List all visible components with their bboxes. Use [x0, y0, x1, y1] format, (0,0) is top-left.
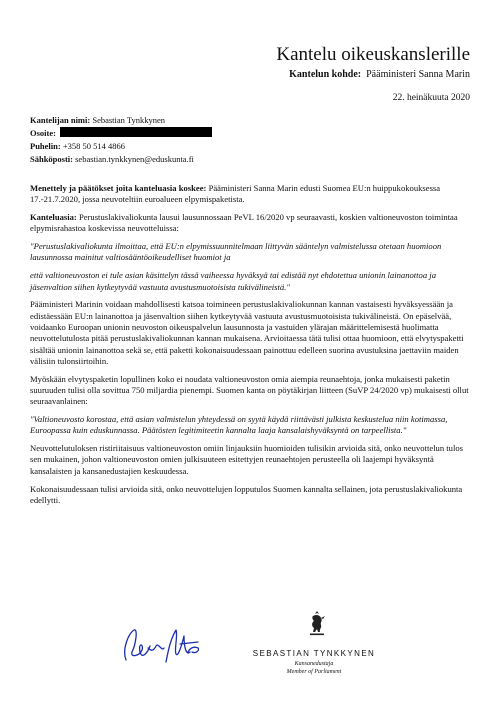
finnish-lion-crest-icon — [308, 610, 326, 636]
document-date: 22. heinäkuuta 2020 — [392, 93, 470, 103]
subject-value: Pääministeri Sanna Marin — [366, 69, 470, 80]
sender-block — [30, 114, 212, 166]
handwritten-signature — [118, 622, 204, 670]
mp-role-fi: Kansanedustaja — [294, 661, 334, 667]
procedure-text: Pääministeri Sanna Marin edusti Suomea EU:n huippukokouksessa 17.-21.7.2020, jossa neuvoteltiin euroalueen elpymispaketista. — [30, 183, 441, 205]
sender-phone-label: Puhelin: — [30, 141, 61, 151]
procedure-label: Menettely ja päätökset joita kanteluasia koskee: — [30, 183, 207, 193]
matter-text: Perustuslakivaliokunta lausui lausunnossaan PeVL 16/2020 vp seuraavasti, koskien valtioneuvoston toimintaa elpymisrahastoa koskevissa neuvotteluissa: — [30, 212, 458, 234]
mp-name: SEBASTIAN TYNKKYNEN — [252, 649, 376, 658]
sender-email-row — [30, 153, 212, 166]
sender-address-label: Osoite: — [30, 128, 56, 138]
sender-phone-value: +358 50 514 4866 — [62, 141, 125, 151]
argument-paragraph-1: Pääministeri Marinin voidaan mahdollisesti katsoa toimineen perustuslakivaliokunnan kannan vastaisesti hyväksyessään ja edistäessään EU:n lainanottoa ja jäsenvaltion siihen kytkeytyvää vastuuta avustusmuotoisista tukivälineistä. On epäselvää, voidaanko Euroopan unionin neuvoston oikeuspalvelun lausunnosta ja vastuiden ylärajan määrittelemisestä huolimatta neuvottelutulosta pitää perustuslakivaliokunnan kannan mukaisena. Arvioitaessa tätä tulisi ottaa huomioon, että elvytyspaketti sisältää unionin lainanottoa sekä se, että paketti kokonaisuudessaan painottuu edelleen suorina avustuksina jaettaviin maiden välisiin tulonsiirtoihin. — [30, 299, 464, 366]
address-redaction — [60, 127, 212, 137]
mp-role — [244, 661, 384, 676]
quote-committee-2: että valtioneuvoston ei tule asian käsittelyn tässä vaiheessa hyväksyä tai edistää nyt ehdotettua unionin lainanottoa ja jäsenvaltion siihen kytkeytyvää vastuuta avustusmuotoisista tukivälineistä." — [30, 270, 436, 292]
sender-name-label: Kantelijan nimi: — [30, 115, 91, 125]
matter-paragraph — [30, 212, 470, 235]
procedure-paragraph — [30, 183, 470, 206]
complaint-body — [30, 183, 470, 513]
sender-email-value: sebastian.tynkkynen@eduskunta.fi — [75, 154, 194, 164]
argument-paragraph-3: Neuvottelutuloksen ristiriitaisuus valtioneuvoston omiin linjauksiin huomioiden tulisikin arvioida sitä, onko neuvottelun tulos sen mukainen, johon valtioneuvoston omien julkisuuteen esitettyjen reunaehtojen perusteella oli laajempi hyväksyntä kansalaisten ja kansanedustajien keskuudessa. — [30, 443, 463, 476]
sender-email-label: Sähköposti: — [30, 154, 73, 164]
mp-role-en: Member of Parliament — [286, 668, 342, 675]
quote-government: "Valtioneuvosto korostaa, että asian valmistelun yhteydessä on syytä käydä riittävästi julkista keskustelua niin kotimassa, Euroopassa kuin eduskunnassa. Päätösten legitimiteetin kannalta laaja kansalaishyväksyntä on tarpeellista." — [30, 414, 448, 436]
sender-name-value: Sebastian Tynkkynen — [92, 115, 166, 125]
argument-paragraph-2: Myöskään elvytyspaketin lopullinen koko ei noudata valtioneuvoston omia aiempia reunaehtoja, jonka mukaisesti paketin suuruuden tulisi olla sovittua 750 miljardia pienempi. Suomen kanta on pöytäkirjan liitteen (SuVP 24/2020 vp) mukaisesti ollut seuraavanlainen: — [30, 373, 469, 407]
quote-committee-1: "Perustuslakivaliokunta ilmoittaa, että EU:n elpymissuunnitelmaan liittyvän sääntelyn valmistelussa otetaan huomioon lausunnossa mainitut valtiosääntöoikeudelliset huomiot ja — [30, 241, 442, 263]
complaint-subject — [289, 69, 470, 80]
subject-label: Kantelun kohde: — [289, 69, 362, 80]
argument-paragraph-4: Kokonaisuudessaan tulisi arvioida sitä, onko neuvottelujen lopputulos Suomen kannalta sellainen, jota perustuslakivaliokunta edellytti. — [30, 483, 463, 505]
sender-address-row — [30, 127, 212, 140]
sender-name-row — [30, 114, 212, 127]
document-title: Kantelu oikeuskanslerille — [276, 44, 470, 65]
matter-label: Kanteluasia: — [30, 212, 77, 223]
sender-phone-row — [30, 140, 212, 153]
